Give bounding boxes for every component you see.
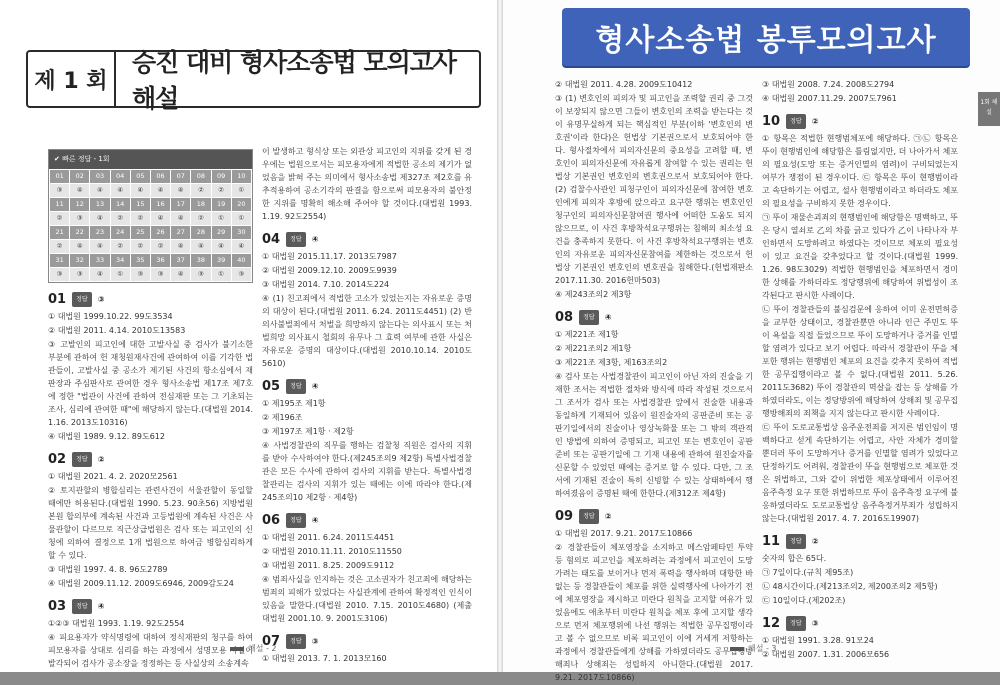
grid-answer-row xyxy=(50,184,252,198)
grid-question-number: 35 xyxy=(130,254,150,268)
explanation-line: ① 대법원 1991. 3.28. 91모24 xyxy=(762,636,874,645)
explanation-line: ㉢ 뚜이 도로교통법상 음주운전죄를 저지른 범인임이 명백하다고 섣게 속단하기는 어렵고, 사안 자체가 경미할 뿐더러 뚜이 도망하거나 증거를 인멸할 염려가 있었다고 단정하기도 어려워, 경찰관이 뚜을 현행범으로 체포한 것은 위법하고, 그와 같이 위법한 체포상태에서 이루어진 음주측정 요구 또한 위법하므로 뚜이 음주측정 요구에 불응하였더라도 도로교통법상 음주측정거부죄가 성립하지 않는다.(대법원 2017. 4. 7. 2016도19907) xyxy=(762,423,958,523)
grid-answer-cell: ④ xyxy=(130,184,150,198)
explanation-line: ③ (1) 변호인의 피의자 및 피고인을 조력할 권리 중 그것이 보장되지 않으면 그들이 변호인의 조력을 받는다는 것이 유명무실하게 되는 핵심적인 부분(이하 '변호인의 변호권'이라 한다)은 헌법상 기본권으로서 보호되어야 한다. 형사절차에서 피의자신문의 중요성을 고려할 때, 변호인이 피의자신문에 자유롭게 참여할 수 있는 권리는 헌법상 기본권인 변호인의 변호권으로서 보호되어야 한다. (2) 검찰수사관인 피청구인이 피의자신문에 참여한 변호인에게 피의자 후방에 앉으라고 요구한 행위는 변호인인 청구인의 피의자신문참여권 행사에 어떠한 도움도 되지 않으므로, 이 사건 후방착석요구행위는 침해의 최소성 요건을 충족하지 못한다. 이 사건 후방착석요구행위는 변호인의 자유로운 피의자신문참여를 제한하는 것으로서 헌법상 기본권인 변호인의 변호권을 침해한다.(헌법재판소 2017.11.30. 2016헌마503) xyxy=(555,94,753,285)
question-number: 05 xyxy=(262,379,281,394)
grid-number-row xyxy=(50,254,252,268)
explanation-line: ①②③ 대법원 1993. 1.19. 92도2554 xyxy=(48,619,185,628)
grid-answer-cell: ② xyxy=(110,240,130,254)
correct-answer: ② xyxy=(97,455,105,464)
grid-answer-cell: ③ xyxy=(231,268,251,282)
explanation-line: ④ 사법경찰관의 직무를 행하는 검찰청 직원은 검사의 지휘를 받아 수사하여야 한다.(제245조의9 제2항) 특별사법경찰관은 모든 수사에 관하여 검사의 지휘를 받는다. 특별사법경찰관리는 검사의 지휘가 있는 때에는 이에 따라야 한다.(제245조의10 제2항 · 제4항) xyxy=(262,441,472,502)
chapter-tab[interactable]: 1회 해설 xyxy=(978,92,1000,126)
grid-question-number: 26 xyxy=(150,226,170,240)
grid-question-number: 10 xyxy=(231,170,251,184)
explanation-line: ③ 대법원 1997. 4. 8. 96도2789 xyxy=(48,565,168,574)
grid-answer-cell: ② xyxy=(150,240,170,254)
answer-badge: 정답 xyxy=(786,616,806,631)
explanation-line: ④ 범죄사실을 인지하는 것은 고소권자가 친고죄에 해당하는 범죄의 피해가 있었다는 사실관계에 관하여 확정적인 인식이 있음을 말한다.(대법원 2010. 7.15. 2010도4680) (제출 대법원 2001.10. 9. 2001도3106) xyxy=(262,575,472,623)
grid-answer-cell: ④ xyxy=(90,240,110,254)
series-banner: 형사소송법 봉투모의고사 xyxy=(562,8,970,66)
question-header xyxy=(555,509,753,524)
grid-answer-row xyxy=(50,240,252,254)
answer-list-a xyxy=(48,292,253,670)
answer-badge: 정답 xyxy=(286,513,306,528)
grid-question-number: 23 xyxy=(90,226,110,240)
explanation-line: ③ 대법원 2008. 7.24. 2008도2794 xyxy=(762,80,895,89)
grid-answer-cell: ④ xyxy=(171,268,191,282)
explanation-line: ㉢ 10일이다.(제202조) xyxy=(762,596,846,605)
grid-question-number: 28 xyxy=(191,226,211,240)
explanation-line: ④ 피요용자가 약식명령에 대하여 정식재판의 청구를 하여 피모용자를 상대로 심리를 하는 과정에서 성명모용 사실이 발각되어 검사가 공소장을 정정하는 등 사실상의 소송계속 xyxy=(48,633,253,668)
grid-question-number: 38 xyxy=(191,254,211,268)
grid-answer-cell: ④ xyxy=(70,240,90,254)
grid-answer-cell: ④ xyxy=(150,184,170,198)
grid-answer-row xyxy=(50,212,252,226)
grid-question-number: 15 xyxy=(130,198,150,212)
correct-answer: ② xyxy=(604,512,612,521)
answer-badge: 정답 xyxy=(72,292,92,307)
explanation-line: ② 대법원 2011. 4.28. 2009도10412 xyxy=(555,80,693,89)
explanation-line: ① 대법원 2015.11.17. 2013도7987 xyxy=(262,252,397,261)
grid-question-number: 29 xyxy=(211,226,231,240)
grid-question-number: 01 xyxy=(50,170,70,184)
explanation-line: ③ 고발인의 피고인에 대한 고발사실 중 검사가 불기소한 부분에 관하여 헌 재청원재사건에 관여하여 이를 기각한 법관들이, 고발사실 중 공소가 제기된 사건의 항소심에서 재판장과 주심판사로 관여한 경우 형사소송법 제17조 제7호에 정한 "법관이 사건에 관하여 전심재판 또는 그 기초되는 조사, 심리에 관여한 때"에 해당하지 않는다.(대법원 2014. 1.16. 2013도10316) xyxy=(48,340,253,427)
grid-question-number: 05 xyxy=(130,170,150,184)
column-c xyxy=(555,78,753,685)
explanation-line: ① 대법원 1999.10.22. 99도3534 xyxy=(48,312,173,321)
correct-answer: ② xyxy=(811,537,819,546)
question-header xyxy=(762,616,958,631)
explanation-line: ① 대법원 2013. 7. 1. 2013모160 xyxy=(262,654,387,663)
grid-question-number: 21 xyxy=(50,226,70,240)
explanation-line: ① 항목은 적법한 현행범체포에 해당하다. ㉠㉡ 항목은 뚜이 현행범인에 해당함은 틀림없지만, 더 나아가서 체포의 필요성(도망 또는 증거인멸의 염려)이 구비되었는지 여부가 쟁점이 된 경우이다. ㉢ 항목은 뚜이 현행범이라고 속단하기는 어렵고, 설사 현행범이라고 하더라도 체포의 필요성을 구비하지 못한 경우이다. xyxy=(762,134,958,208)
grid-answer-cell: ② xyxy=(130,212,150,226)
explanation-line: ㉡ 뚜이 경찰관들의 불심검문에 응하여 이미 운전면허증을 교부한 상태이고, 경찰관뿐만 아니라 인근 주민도 뚜이 욕설을 직접 들었으므로 뚜이 도망하거나 증거를 인멸할 염려가 있다고 보기 어렵다. 따라서 경찰관이 뚜을 체포한 행위는 현행범인 체포의 요건을 갖추지 못하여 적법한 공무집행이라고 볼 수 없다.(대법원 2011. 5.26. 2011도3682) 뚜이 경찰관의 멱살을 잡는 등 상해를 가하였더라도, 이는 정당방위에 해당하여 상해죄 및 공무집행방해죄의 죄책을 지지 않는다고 판시한 사례이다. xyxy=(762,305,958,418)
grid-question-number: 03 xyxy=(90,170,110,184)
column-b xyxy=(262,145,472,666)
question-number: 08 xyxy=(555,310,574,325)
grid-number-row xyxy=(50,226,252,240)
correct-answer: ② xyxy=(811,117,819,126)
correct-answer: ④ xyxy=(97,602,105,611)
grid-question-number: 02 xyxy=(70,170,90,184)
grid-question-number: 34 xyxy=(110,254,130,268)
explanation-line: ④ 제243조의2 제3항 xyxy=(555,290,632,299)
question-header xyxy=(262,634,472,649)
question-number: 12 xyxy=(762,616,781,631)
grid-answer-cell: ② xyxy=(50,212,70,226)
explanation-line: ① 대법원 2021. 4. 2. 2020모2561 xyxy=(48,472,178,481)
answer-badge: 정답 xyxy=(72,599,92,614)
page-footer-right: 해설 - 3 xyxy=(730,643,777,654)
question-header xyxy=(262,513,472,528)
explanation-line: ㉠ 뚜이 재물손괴죄의 현행범인에 해당함은 명백하고, 뚜은 당시 열쇠로 乙의 차를 긁고 있다가 乙이 나타나자 부인하면서 도망하려고 하였다는 것이므로 체포의 필요성이 있고 요건을 갖추었다고 할 것이다.(대법원 1999. 1.26. 98도3029) 적법한 현행범인을 체포하면서 경미한 상해를 가하더라도 정당행위에 해당하여 위법성이 조각된다고 판시한 사례이다. xyxy=(762,213,958,300)
grid-answer-cell: ④ xyxy=(150,212,170,226)
grid-question-number: 18 xyxy=(191,198,211,212)
continued-text: 이 발생하고 형식상 또는 외관상 피고인의 지위를 갖게 된 경우에는 법원으로서는 피모용자에게 적법한 공소의 제기가 없었음을 밝혀 주는 의미에서 형사소송법 제327조 제2호를 유추적용하여 공소기각의 판결을 함으로써 피모용자의 불안정한 지위를 명확히 해소해 주어야 할 것이다.(대법원 1993. 1.19. 92도2554) xyxy=(262,147,472,221)
quick-answer-table xyxy=(49,169,252,282)
answer-badge: 정답 xyxy=(286,634,306,649)
grid-answer-cell: ③ xyxy=(50,184,70,198)
round-number: 제 1 회 xyxy=(28,52,116,106)
grid-answer-cell: ④ xyxy=(171,212,191,226)
grid-question-number: 32 xyxy=(70,254,90,268)
explanation-line: ② 제196조 xyxy=(262,413,303,422)
grid-answer-cell: ① xyxy=(231,212,251,226)
grid-answer-cell: ④ xyxy=(90,184,110,198)
explanation-line: ③ 제197조 제1항 · 제2항 xyxy=(262,427,354,436)
grid-answer-cell: ④ xyxy=(211,240,231,254)
answer-list-b xyxy=(262,232,472,665)
grid-question-number: 24 xyxy=(110,226,130,240)
grid-answer-cell: ① xyxy=(211,268,231,282)
continued-list-d xyxy=(762,78,958,105)
question-header xyxy=(762,114,958,129)
right-page xyxy=(500,0,1000,682)
grid-answer-cell: ③ xyxy=(191,268,211,282)
grid-question-number: 17 xyxy=(171,198,191,212)
grid-answer-cell: ③ xyxy=(50,268,70,282)
grid-answer-cell: ④ xyxy=(70,184,90,198)
question-header xyxy=(48,599,253,614)
explanation-line: ① 제195조 제1항 xyxy=(262,399,326,408)
grid-answer-cell: ② xyxy=(191,184,211,198)
question-header xyxy=(48,292,253,307)
explanation-line: ④ (1) 친고죄에서 적법한 고소가 있었는지는 자유로운 증명의 대상이 된다.(대법원 2011. 6.24. 2011도4451) (2) 반의사불벌죄에서 처벌을 희망하지 않는다는 의사표시 또는 처벌희망 의사표시 철회의 유무나 그 효력 여부에 관한 사실은 자유로운 증명의 대상이다.(대법원 2010.10.14. 2010도5610) xyxy=(262,294,472,368)
quick-answer-grid xyxy=(48,149,253,283)
question-header xyxy=(555,310,753,325)
question-number: 01 xyxy=(48,292,67,307)
grid-question-number: 25 xyxy=(130,226,150,240)
grid-answer-cell: ① xyxy=(110,268,130,282)
grid-answer-row xyxy=(50,268,252,282)
explanation-line: ① 대법원 2011. 6.24. 2011도4451 xyxy=(262,533,395,542)
question-header xyxy=(48,452,253,467)
grid-question-number: 13 xyxy=(90,198,110,212)
explanation-line: ② 대법원 2009.12.10. 2009도9939 xyxy=(262,266,397,275)
grid-answer-cell: ④ xyxy=(191,240,211,254)
explanation-line: ④ 대법원 2009.11.12. 2009도6946, 2009감도24 xyxy=(48,579,234,588)
grid-question-number: 36 xyxy=(150,254,170,268)
grid-answer-cell: ④ xyxy=(171,184,191,198)
explanation-line: ③ 대법원 2011. 8.25. 2009도9112 xyxy=(262,561,395,570)
grid-answer-cell: ③ xyxy=(70,212,90,226)
correct-answer: ③ xyxy=(811,619,819,628)
grid-question-number: 19 xyxy=(211,198,231,212)
question-number: 10 xyxy=(762,114,781,129)
correct-answer: ④ xyxy=(311,235,319,244)
title-box xyxy=(26,48,481,113)
question-header xyxy=(262,232,472,247)
answer-badge: 정답 xyxy=(786,114,806,129)
grid-question-number: 27 xyxy=(171,226,191,240)
quick-answer-title: ✔ 빠른 정답 - 1회 xyxy=(49,150,252,169)
explanation-line: ㉠ 7일이다.(규칙 제95조) xyxy=(762,568,854,577)
grid-answer-cell: ① xyxy=(231,184,251,198)
answer-badge: 정답 xyxy=(286,232,306,247)
answer-badge: 정답 xyxy=(579,310,599,325)
question-number: 02 xyxy=(48,452,67,467)
explanation-line: ③ 제221조 제3항, 제163조의2 xyxy=(555,358,668,367)
explanation-line: ④ 대법원 1989. 9.12. 89도612 xyxy=(48,432,165,441)
answer-badge: 정답 xyxy=(286,379,306,394)
answer-badge: 정답 xyxy=(786,534,806,549)
grid-question-number: 07 xyxy=(171,170,191,184)
grid-question-number: 16 xyxy=(150,198,170,212)
question-number: 04 xyxy=(262,232,281,247)
grid-answer-cell: ② xyxy=(191,212,211,226)
grid-answer-cell: ① xyxy=(211,212,231,226)
grid-answer-cell: ② xyxy=(110,212,130,226)
left-page xyxy=(0,0,500,672)
grid-answer-cell: ④ xyxy=(171,240,191,254)
explanation-line: ② 경찰관들이 체포영장을 소지하고 메스암페타민 투약 등 혐의로 피고인을 체포하려는 과정에서 피고인이 도망가려는 태도를 보이거나 먼저 폭력을 행사하며 대항한 바 없는 등 경찰관들이 체포를 위한 실력행사에 나아가기 전에 체포영장을 제시하고 미란다 원칙을 고지할 여유가 있었음에도 애초부터 미란다 원칙을 체포 후에 고지할 생각으로 먼저 체포행위에 나선 행위는 적법한 공무집행이라고 볼 수 없으므로 비록 피고인이 이에 거세게 저항하는 과정에서 경찰관들에게 상해를 가하였더라도 공무집행방해죄나 상해죄는 성립하지 아니한다.(대법원 2017. 9.21. 2017도10866) xyxy=(555,543,753,682)
grid-question-number: 22 xyxy=(70,226,90,240)
explanation-line: ② 대법원 2010.11.11. 2010도11550 xyxy=(262,547,402,556)
continued-list-c xyxy=(555,78,753,301)
answer-list-d xyxy=(762,114,958,661)
grid-question-number: 06 xyxy=(150,170,170,184)
explanation-line: ② 대법원 2011. 4.14. 2010도13583 xyxy=(48,326,186,335)
question-number: 09 xyxy=(555,509,574,524)
grid-question-number: 30 xyxy=(231,226,251,240)
grid-answer-cell: ④ xyxy=(90,212,110,226)
explanation-line: ③ 대법원 2014. 7.10. 2014도224 xyxy=(262,280,390,289)
explanation-line: 숫자의 합은 65다. xyxy=(762,554,827,563)
grid-answer-cell: ④ xyxy=(110,184,130,198)
page-title: 승진 대비 형사소송법 모의고사 해설 xyxy=(132,48,457,113)
grid-question-number: 11 xyxy=(50,198,70,212)
grid-number-row xyxy=(50,170,252,184)
grid-answer-cell: ③ xyxy=(150,268,170,282)
question-number: 03 xyxy=(48,599,67,614)
explanation-line: ② 토지관할의 병합심리는 관련사건이 서울관할이 동일할 때에만 허용된다.(대법원 1990. 5.23. 90초56) 지방법원 본원 합의부에 계속된 사건과 고등법원에 계속된 사건은 사물관할이 다르므로 직근상급법원은 검사 또는 피고인의 신청에 의하여 결정으로 1개 법원으로 하여금 병합심리하게 할 수 있다. xyxy=(48,486,253,560)
grid-question-number: 37 xyxy=(171,254,191,268)
grid-answer-cell: ② xyxy=(211,184,231,198)
explanation-line: ② 제221조의2 제1항 xyxy=(555,344,632,353)
explanation-line: ① 대법원 2017. 9.21. 2017도10866 xyxy=(555,529,693,538)
question-number: 07 xyxy=(262,634,281,649)
explanation-line: ④ 검사 또는 사법경찰관이 피고인이 아닌 자의 진술을 기재한 조서는 적법한 절차와 방식에 따라 작성된 것으로서 그 조서가 검사 또는 사법경찰관 앞에서 진술한 내용과 동일하게 기재되어 있음이 원진술자의 공판준비 또는 공판기일에서의 진술이나 영상녹화물 또는 그 밖의 객관적인 방법에 의하여 증명되고, 피고인 또는 변호인이 공판준비 또는 공판기일에 그 기재 내용에 관하여 원진술자를 신문할 수 있었던 때에는 증거로 할 수 있다. 다만, 그 조서에 기재된 진술이 특히 신빙할 수 있는 상태하에서 행하여졌음이 증명된 때에 한한다.(제312조 제4항) xyxy=(555,372,753,498)
grid-answer-cell: ③ xyxy=(130,268,150,282)
grid-question-number: 12 xyxy=(70,198,90,212)
answer-list-c xyxy=(555,310,753,684)
grid-question-number: 09 xyxy=(211,170,231,184)
correct-answer: ④ xyxy=(604,313,612,322)
explanation-line: ④ 대법원 2007.11.29. 2007도7961 xyxy=(762,94,897,103)
correct-answer: ③ xyxy=(311,637,319,646)
answer-badge: 정답 xyxy=(579,509,599,524)
explanation-line: ② 대법원 2007. 1.31. 2006모656 xyxy=(762,650,890,659)
grid-question-number: 33 xyxy=(90,254,110,268)
correct-answer: ④ xyxy=(311,382,319,391)
correct-answer: ④ xyxy=(311,516,319,525)
grid-question-number: 39 xyxy=(211,254,231,268)
page-footer: 해설 - 2 xyxy=(230,643,277,654)
question-number: 11 xyxy=(762,534,781,549)
grid-question-number: 08 xyxy=(191,170,211,184)
question-header xyxy=(262,379,472,394)
grid-question-number: 40 xyxy=(231,254,251,268)
correct-answer: ③ xyxy=(97,295,105,304)
explanation-line: ① 제221조 제1항 xyxy=(555,330,619,339)
grid-answer-cell: ③ xyxy=(70,268,90,282)
grid-question-number: 04 xyxy=(110,170,130,184)
grid-answer-cell: ② xyxy=(50,240,70,254)
grid-number-row xyxy=(50,198,252,212)
column-d xyxy=(762,78,958,662)
grid-question-number: 31 xyxy=(50,254,70,268)
question-header xyxy=(762,534,958,549)
grid-question-number: 20 xyxy=(231,198,251,212)
answer-badge: 정답 xyxy=(72,452,92,467)
column-a xyxy=(48,147,253,671)
explanation-line: ㉡ 48시간이다.(제213조의2, 제200조의2 제5항) xyxy=(762,582,938,591)
grid-answer-cell: ④ xyxy=(90,268,110,282)
grid-answer-cell: ② xyxy=(130,240,150,254)
book-gutter xyxy=(497,0,503,672)
grid-question-number: 14 xyxy=(110,198,130,212)
grid-answer-cell: ④ xyxy=(231,240,251,254)
question-number: 06 xyxy=(262,513,281,528)
